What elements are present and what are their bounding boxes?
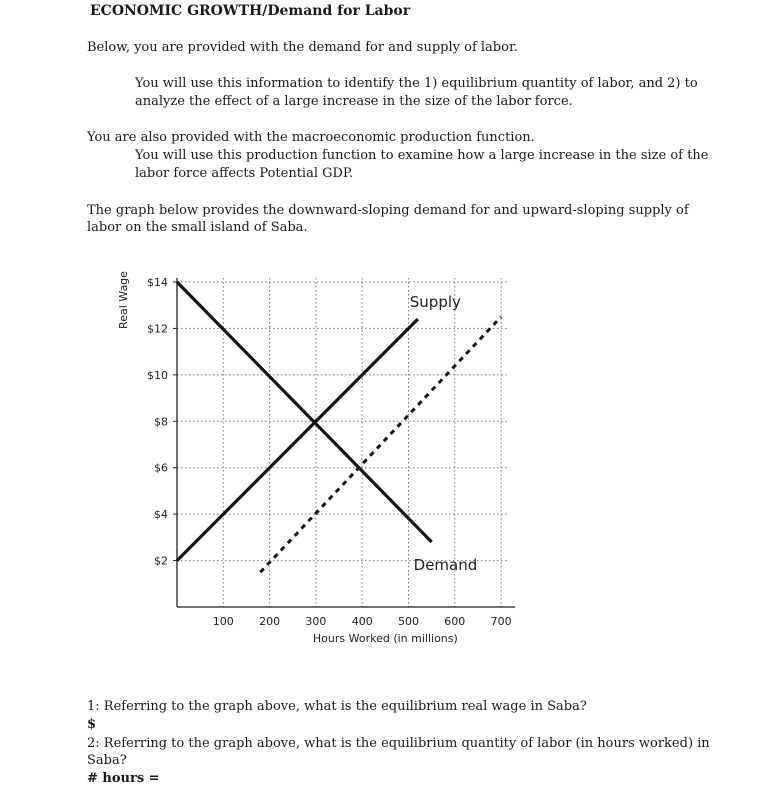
y-tick-label-12: $12 — [147, 322, 168, 336]
supply-label: Supply — [409, 293, 461, 312]
supply-curve — [177, 319, 418, 560]
y-tick-label-8: $8 — [154, 415, 168, 429]
x-tick-label-600: 600 — [444, 615, 466, 628]
answer-1-prefix: $ — [87, 717, 97, 732]
x-tick-label-200: 200 — [259, 615, 281, 628]
question-2-prompt-line2: Saba? — [87, 753, 127, 768]
question-2-answer — [87, 770, 204, 787]
question-1-prompt: 1: Referring to the graph above, what is the equilibrium real wage in Saba? — [87, 699, 587, 714]
production-intro-text: You are also provided with the macroeconomic production function. — [87, 130, 535, 145]
answer-2-prefix: # hours = — [87, 771, 160, 786]
y-tick-label-14: $14 — [147, 276, 168, 289]
y-axis-label: Real Wage — [117, 271, 130, 329]
question-1-answer — [87, 716, 141, 733]
purpose-text-line1: You will use this information to identify the 1) equilibrium quantity of labor, and 2) to — [135, 76, 698, 91]
graph-intro-line1: The graph below provides the downward-sloping demand for and upward-sloping supply of — [87, 203, 689, 218]
y-tick-label-6: $6 — [154, 461, 168, 475]
question-2-prompt-line1: 2: Referring to the graph above, what is the equilibrium quantity of labor (in hours worked) in — [87, 736, 710, 751]
y-tick-label-10: $10 — [147, 368, 168, 382]
production-text-line1: You will use this production function to examine how a large increase in the size of the — [135, 148, 709, 163]
y-tick-label-2: $2 — [154, 554, 168, 568]
graph-intro-line2: labor on the small island of Saba. — [87, 220, 308, 235]
x-axis-label: Hours Worked (in millions) — [312, 632, 458, 645]
x-tick-label-400: 400 — [351, 615, 373, 628]
x-tick-label-500: 500 — [398, 615, 420, 628]
y-tick-label-4: $4 — [154, 508, 168, 522]
intro-text: Below, you are provided with the demand for and supply of labor. — [87, 40, 518, 55]
production-text-line2: labor force affects Potential GDP. — [135, 166, 354, 181]
x-tick-label-300: 300 — [305, 615, 327, 628]
x-tick-label-100: 100 — [212, 615, 234, 628]
demand-label: Demand — [413, 556, 478, 574]
document-title: ECONOMIC GROWTH/Demand for Labor — [90, 3, 411, 19]
demand-curve — [177, 282, 432, 542]
purpose-text-line2: analyze the effect of a large increase in the size of the labor force. — [135, 94, 573, 109]
x-tick-label-700: 700 — [490, 615, 512, 628]
